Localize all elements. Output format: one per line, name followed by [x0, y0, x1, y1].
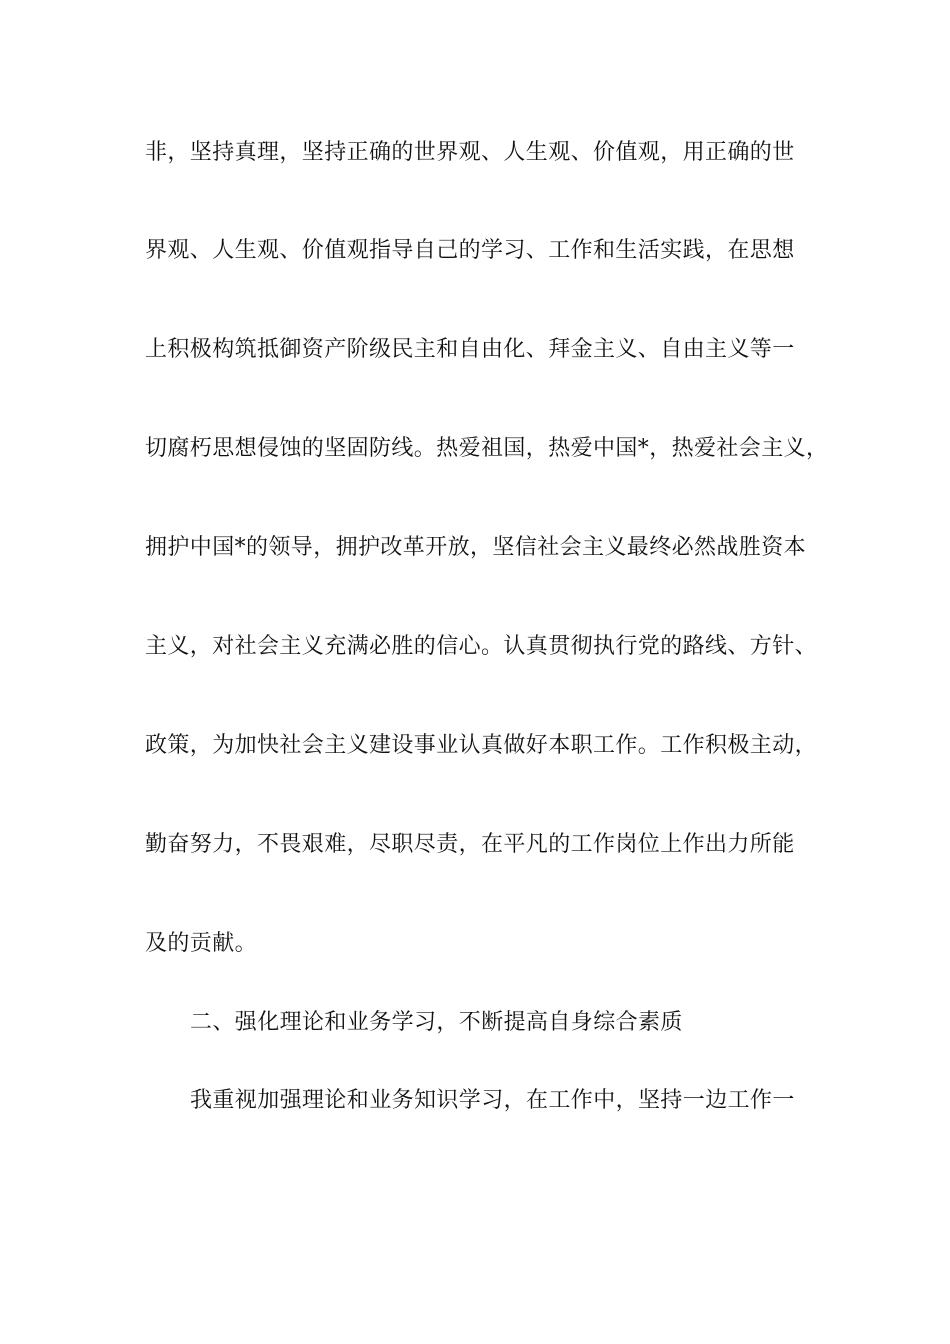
- body-text-line: 政策，为加快社会主义建设事业认真做好本职工作。工作积极主动，: [145, 733, 818, 758]
- body-text-line: 非，坚持真理，坚持正确的世界观、人生观、价值观，用正确的世: [145, 140, 795, 165]
- body-text-line: 拥护中国*的领导，拥护改革开放，坚信社会主义最终必然战胜资本: [145, 535, 807, 560]
- body-text-line: 及的贡献。: [145, 931, 258, 956]
- section-heading: 二、强化理论和业务学习，不断提高自身综合素质: [190, 1010, 683, 1035]
- body-text-line: 界观、人生观、价值观指导自己的学习、工作和生活实践，在思想: [145, 238, 795, 263]
- body-text-line: 勤奋努力，不畏艰难，尽职尽责，在平凡的工作岗位上作出力所能: [145, 832, 795, 857]
- body-text-line: 主义，对社会主义充满必胜的信心。认真贯彻执行党的路线、方针、: [145, 634, 818, 659]
- body-text-line: 上积极构筑抵御资产阶级民主和自由化、拜金主义、自由主义等一: [145, 337, 795, 362]
- body-text-line: 切腐朽思想侵蚀的坚固防线。热爱祖国，热爱中国*，热爱社会主义，: [145, 436, 829, 461]
- paragraph-first-line: 我重视加强理论和业务知识学习，在工作中，坚持一边工作一: [190, 1088, 795, 1113]
